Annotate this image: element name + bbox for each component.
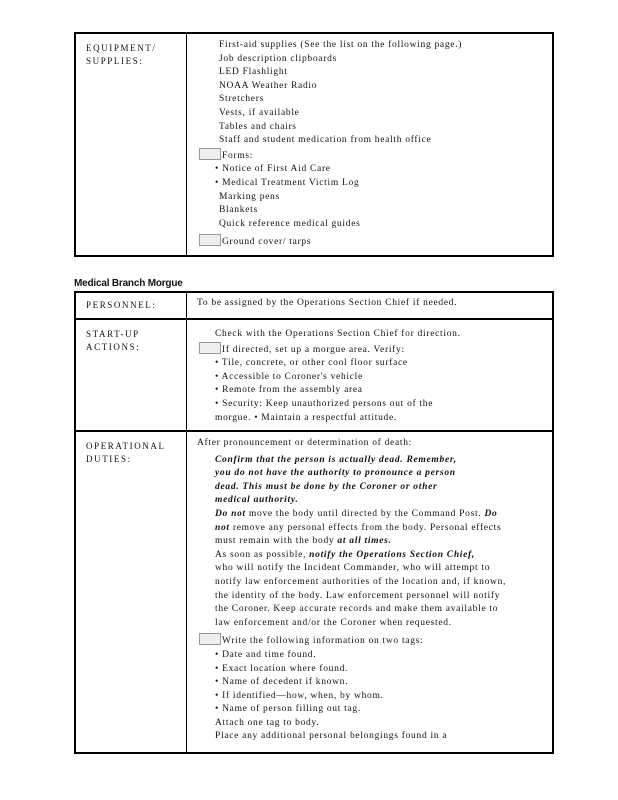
startup-bullet: morgue. • Maintain a respectful attitude. <box>215 412 397 423</box>
morgue-table <box>74 291 554 754</box>
operational-label <box>76 432 187 754</box>
equipment-item: Vests, if available <box>219 107 300 118</box>
equipment-item: Job description clipboards <box>219 53 337 64</box>
personnel-row <box>76 293 552 318</box>
notify-text: As soon as possible, <box>215 549 310 560</box>
do-not-remove-text: remove any personal effects from the body. Personal effects <box>229 522 502 533</box>
form-item: • Notice of First Aid Care <box>215 164 331 175</box>
equipment-item: First-aid supplies (See the list on the following page.) <box>219 40 463 50</box>
ground-cover-label: Ground cover/ tarps <box>222 237 312 248</box>
confirm-line: dead. This must be done by the Coroner or other <box>215 481 438 492</box>
tag-item: • Date and time found. <box>215 649 317 660</box>
operational-line: the Coroner. Keep accurate records and make them available to <box>215 604 499 615</box>
forms-label: Forms: <box>222 150 254 161</box>
startup-label-line: ACTIONS: <box>86 342 141 352</box>
attach-line: Attach one tag to body. <box>215 717 320 728</box>
startup-bullet: • Accessible to Coroner's vehicle <box>215 371 363 382</box>
equipment-label-line: SUPPLIES: <box>86 56 144 66</box>
tag-item: • Exact location where found. <box>215 663 349 674</box>
forms-checkbox-icon <box>199 148 221 160</box>
do-not-emphasis: Do not <box>215 508 246 519</box>
remain-text: must remain with the body <box>215 536 338 547</box>
form-item: • Medical Treatment Victim Log <box>215 177 360 188</box>
equipment-item: Quick reference medical guides <box>219 218 361 229</box>
personnel-text: To be assigned by the Operations Section Chief if needed. <box>197 298 458 308</box>
place-line: Place any additional personal belongings found in a <box>215 731 448 742</box>
equipment-table <box>74 32 554 257</box>
do-not-remove-line <box>215 522 552 536</box>
equipment-item: Staff and student medication from health office <box>219 135 432 146</box>
confirm-line: Confirm that the person is actually dead. Remember, <box>215 454 457 465</box>
do-not-move-text: move the body until directed by the Command Post. <box>245 508 482 519</box>
equipment-item: Tables and chairs <box>219 121 297 132</box>
equipment-item: LED Flashlight <box>219 67 288 78</box>
startup-directed: If directed, set up a morgue area. Verify: <box>222 344 405 355</box>
equipment-item: Blankets <box>219 205 258 216</box>
startup-intro: Check with the Operations Section Chief for direction. <box>215 329 461 339</box>
startup-row <box>76 318 552 430</box>
tags-checkbox-icon <box>199 633 221 645</box>
tags-label: Write the following information on two tags: <box>222 636 424 647</box>
operational-content <box>187 432 552 754</box>
operational-line: the identity of the body. Law enforcement personnel will notify <box>215 590 501 601</box>
operational-line: law enforcement and/or the Coroner when requested. <box>215 617 452 628</box>
startup-content <box>187 320 552 430</box>
not-emphasis: not <box>215 522 230 533</box>
startup-bullet: • Remote from the assembly area <box>215 385 363 396</box>
startup-checkbox-icon <box>199 342 221 354</box>
startup-bullet: • Security: Keep unauthorized persons out of the <box>215 398 434 409</box>
equipment-item: Stretchers <box>219 94 264 105</box>
tag-item: • If identified—how, when, by whom. <box>215 690 384 701</box>
equipment-content <box>187 34 552 255</box>
ground-cover-line <box>199 234 552 250</box>
operational-line: who will notify the Incident Commander, who will attempt to <box>215 563 491 574</box>
forms-line <box>199 148 552 164</box>
equipment-row <box>76 34 552 255</box>
operational-label-line: OPERATIONAL <box>86 441 166 451</box>
equipment-label-line: EQUIPMENT/ <box>86 43 157 53</box>
personnel-content <box>187 293 552 318</box>
confirm-line: medical authority. <box>215 495 299 506</box>
personnel-label-text: PERSONNEL: <box>86 300 157 310</box>
remain-line <box>215 535 552 549</box>
remain-emphasis: at all times. <box>337 536 392 547</box>
startup-label <box>76 320 187 430</box>
startup-bullet: • Tile, concrete, or other cool floor surface <box>215 358 408 369</box>
operational-label-line: DUTIES: <box>86 454 132 464</box>
notify-emphasis: notify the Operations Section Chief, <box>309 549 475 560</box>
tag-item: • Name of person filling out tag. <box>215 704 361 715</box>
tag-item: • Name of decedent if known. <box>215 677 349 688</box>
startup-directed-line <box>199 342 552 358</box>
operational-line: notify law enforcement authorities of the location and, if known, <box>215 576 507 587</box>
equipment-item: NOAA Weather Radio <box>219 80 318 91</box>
confirm-line: you do not have the authority to pronounce a person <box>215 468 456 479</box>
section-heading: Medical Branch Morgue <box>74 278 183 289</box>
ground-cover-checkbox-icon <box>199 234 221 246</box>
do-emphasis: Do <box>484 508 498 519</box>
operational-intro: After pronouncement or determination of death: <box>197 438 413 448</box>
operational-body <box>197 454 552 744</box>
do-not-move-line <box>215 508 552 522</box>
tags-line <box>199 633 552 649</box>
startup-label-line: START-UP <box>86 329 140 339</box>
personnel-label <box>76 293 187 318</box>
equipment-item: Marking pens <box>219 191 280 202</box>
operational-row <box>76 430 552 754</box>
equipment-label <box>76 34 187 255</box>
notify-line <box>215 549 552 563</box>
